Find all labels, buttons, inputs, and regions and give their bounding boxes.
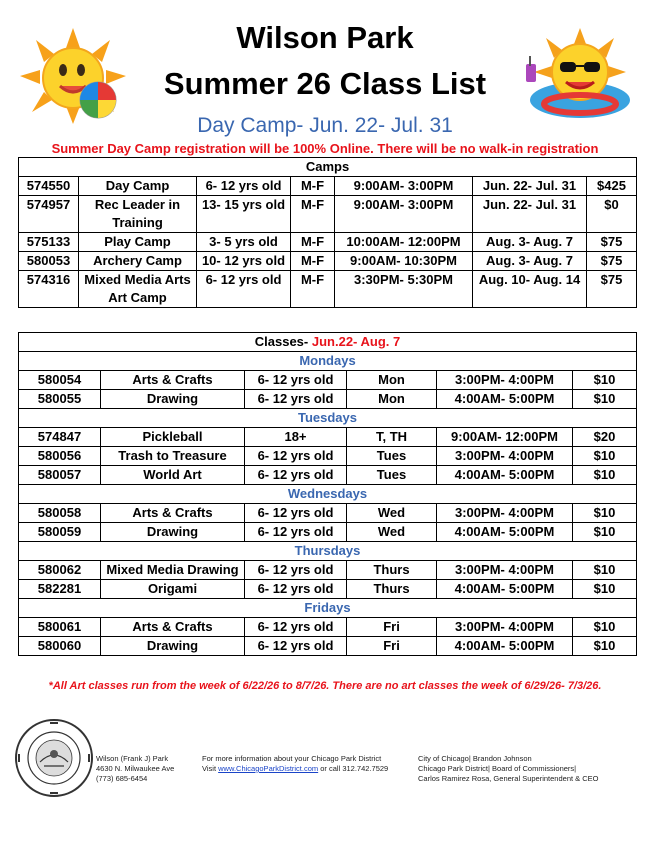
class-name: Drawing [101,390,245,409]
day-heading: Tuesdays [19,409,637,428]
camp-age: 3- 5 yrs old [197,233,291,252]
class-row [19,447,637,466]
class-name: Origami [101,580,245,599]
class-time: 4:00AM- 5:00PM [437,466,573,485]
camp-code: 580053 [19,252,79,271]
class-age: 6- 12 yrs old [245,371,347,390]
class-days: Thurs [347,580,437,599]
camp-code: 574316 [19,271,79,308]
camp-row [19,177,637,196]
class-age: 6- 12 yrs old [245,390,347,409]
class-code: 580059 [19,523,101,542]
class-name: Arts & Crafts [101,504,245,523]
day-camp-dates: Day Camp- Jun. 22- Jul. 31 [197,114,453,137]
class-age: 6- 12 yrs old [245,523,347,542]
camp-name: Mixed Media Arts Art Camp [79,271,197,308]
camp-dates: Jun. 22- Jul. 31 [473,177,587,196]
camp-time: 10:00AM- 12:00PM [335,233,473,252]
footer-info-line: For more information about your Chicago Park District [202,754,382,763]
camp-fee: $75 [587,233,637,252]
footer-ceo-line: Carlos Ramirez Rosa, General Superintendent & CEO [418,774,599,783]
camp-time: 9:00AM- 3:00PM [335,177,473,196]
class-fee: $10 [573,504,637,523]
class-code: 580062 [19,561,101,580]
class-fee: $10 [573,466,637,485]
class-days: Wed [347,504,437,523]
class-name: Mixed Media Drawing [101,561,245,580]
class-age: 6- 12 yrs old [245,447,347,466]
class-fee: $20 [573,428,637,447]
class-age: 6- 12 yrs old [245,504,347,523]
class-fee: $10 [573,580,637,599]
class-days: Thurs [347,561,437,580]
footer-city-line: City of Chicago| Brandon Johnson [418,754,532,763]
footer-park-name: Wilson (Frank J) Park [96,754,169,763]
class-row [19,428,637,447]
camp-days: M-F [291,196,335,233]
footer-visit-suffix: or call 312.742.7529 [318,764,389,773]
class-age: 6- 12 yrs old [245,561,347,580]
class-age: 6- 12 yrs old [245,618,347,637]
class-age: 6- 12 yrs old [245,580,347,599]
class-row [19,561,637,580]
camps-heading: Camps [19,158,637,177]
class-code: 580055 [19,390,101,409]
chicago-park-district-seal-icon [14,718,94,798]
camp-time: 9:00AM- 3:00PM [335,196,473,233]
class-fee: $10 [573,371,637,390]
camp-name: Rec Leader in Training [79,196,197,233]
class-time: 3:00PM- 4:00PM [437,618,573,637]
camp-days: M-F [291,252,335,271]
camp-row [19,271,637,308]
camp-fee: $425 [587,177,637,196]
class-name: Drawing [101,523,245,542]
camp-age: 6- 12 yrs old [197,271,291,308]
camp-dates: Aug. 3- Aug. 7 [473,252,587,271]
camp-age: 13- 15 yrs old [197,196,291,233]
class-code: 580060 [19,637,101,656]
class-row [19,504,637,523]
class-name: Drawing [101,637,245,656]
class-days: Fri [347,618,437,637]
camp-row [19,233,637,252]
classes-table [18,332,637,656]
camp-fee: $75 [587,252,637,271]
day-heading: Fridays [19,599,637,618]
class-row [19,618,637,637]
camp-row [19,196,637,233]
footer-park-info [96,754,174,784]
class-code: 580057 [19,466,101,485]
class-row [19,390,637,409]
class-row [19,523,637,542]
class-time: 4:00AM- 5:00PM [437,390,573,409]
class-time: 3:00PM- 4:00PM [437,504,573,523]
class-time: 3:00PM- 4:00PM [437,561,573,580]
class-name: Pickleball [101,428,245,447]
park-district-website-link[interactable]: www.ChicagoParkDistrict.com [218,764,319,773]
footer-contact-info [202,754,388,774]
camp-fee: $75 [587,271,637,308]
classes-heading [19,333,637,352]
class-time: 9:00AM- 12:00PM [437,428,573,447]
day-heading-row [19,352,637,371]
class-age: 18+ [245,428,347,447]
footer-visit-line [202,764,388,774]
camp-row [19,252,637,271]
class-days: Mon [347,390,437,409]
footer-visit-prefix: Visit [202,764,219,773]
day-heading: Mondays [19,352,637,371]
camp-dates: Aug. 3- Aug. 7 [473,233,587,252]
class-row [19,637,637,656]
day-heading: Wednesdays [19,485,637,504]
page-title-class-list: Summer 26 Class List [163,66,487,101]
camp-days: M-F [291,271,335,308]
class-row [19,371,637,390]
class-fee: $10 [573,523,637,542]
class-fee: $10 [573,390,637,409]
class-code: 580061 [19,618,101,637]
camp-days: M-F [291,233,335,252]
camp-age: 6- 12 yrs old [197,177,291,196]
day-heading: Thursdays [19,542,637,561]
class-row [19,466,637,485]
class-time: 4:00AM- 5:00PM [437,523,573,542]
camp-dates: Aug. 10- Aug. 14 [473,271,587,308]
class-age: 6- 12 yrs old [245,637,347,656]
footer-board-line: Chicago Park District| Board of Commissioners| [418,764,577,773]
camp-name: Day Camp [79,177,197,196]
class-days: Wed [347,523,437,542]
classes-heading-prefix: Classes- [254,334,312,349]
camp-code: 575133 [19,233,79,252]
camp-time: 3:30PM- 5:30PM [335,271,473,308]
class-name: Arts & Crafts [101,618,245,637]
art-classes-footnote: *All Art classes run from the week of 6/22/26 to 8/7/26. There are no art classes the week of 6/29/26- 7/3/26. [48,680,602,692]
class-days: Mon [347,371,437,390]
class-row [19,580,637,599]
footer-park-address: 4630 N. Milwaukee Ave [96,764,175,773]
class-name: Arts & Crafts [101,371,245,390]
camps-table [18,157,637,308]
camp-name: Play Camp [79,233,197,252]
camp-time: 9:00AM- 10:30PM [335,252,473,271]
footer-park-phone: (773) 685-6454 [96,774,148,783]
class-days: Tues [347,447,437,466]
camp-name: Archery Camp [79,252,197,271]
class-code: 580058 [19,504,101,523]
classes-heading-dates: Jun.22- Aug. 7 [311,334,401,349]
class-days: T, TH [347,428,437,447]
camp-code: 574957 [19,196,79,233]
class-time: 4:00AM- 5:00PM [437,637,573,656]
classes-heading-row [19,333,637,352]
class-code: 574847 [19,428,101,447]
camp-age: 10- 12 yrs old [197,252,291,271]
class-name: World Art [101,466,245,485]
class-days: Tues [347,466,437,485]
registration-notice: Summer Day Camp registration will be 100% Online. There will be no walk-in registration [51,141,599,156]
class-code: 580054 [19,371,101,390]
class-name: Trash to Treasure [101,447,245,466]
camp-code: 574550 [19,177,79,196]
class-time: 4:00AM- 5:00PM [437,580,573,599]
footer-city-info [418,754,599,784]
camp-fee: $0 [587,196,637,233]
class-time: 3:00PM- 4:00PM [437,371,573,390]
class-days: Fri [347,637,437,656]
camps-heading-row [19,158,637,177]
class-time: 3:00PM- 4:00PM [437,447,573,466]
class-fee: $10 [573,618,637,637]
class-code: 580056 [19,447,101,466]
class-code: 582281 [19,580,101,599]
camp-days: M-F [291,177,335,196]
day-heading-row [19,409,637,428]
class-age: 6- 12 yrs old [245,466,347,485]
class-fee: $10 [573,637,637,656]
day-heading-row [19,485,637,504]
class-fee: $10 [573,561,637,580]
day-heading-row [19,542,637,561]
camp-dates: Jun. 22- Jul. 31 [473,196,587,233]
day-heading-row [19,599,637,618]
page-title-park: Wilson Park [236,20,414,55]
class-fee: $10 [573,447,637,466]
